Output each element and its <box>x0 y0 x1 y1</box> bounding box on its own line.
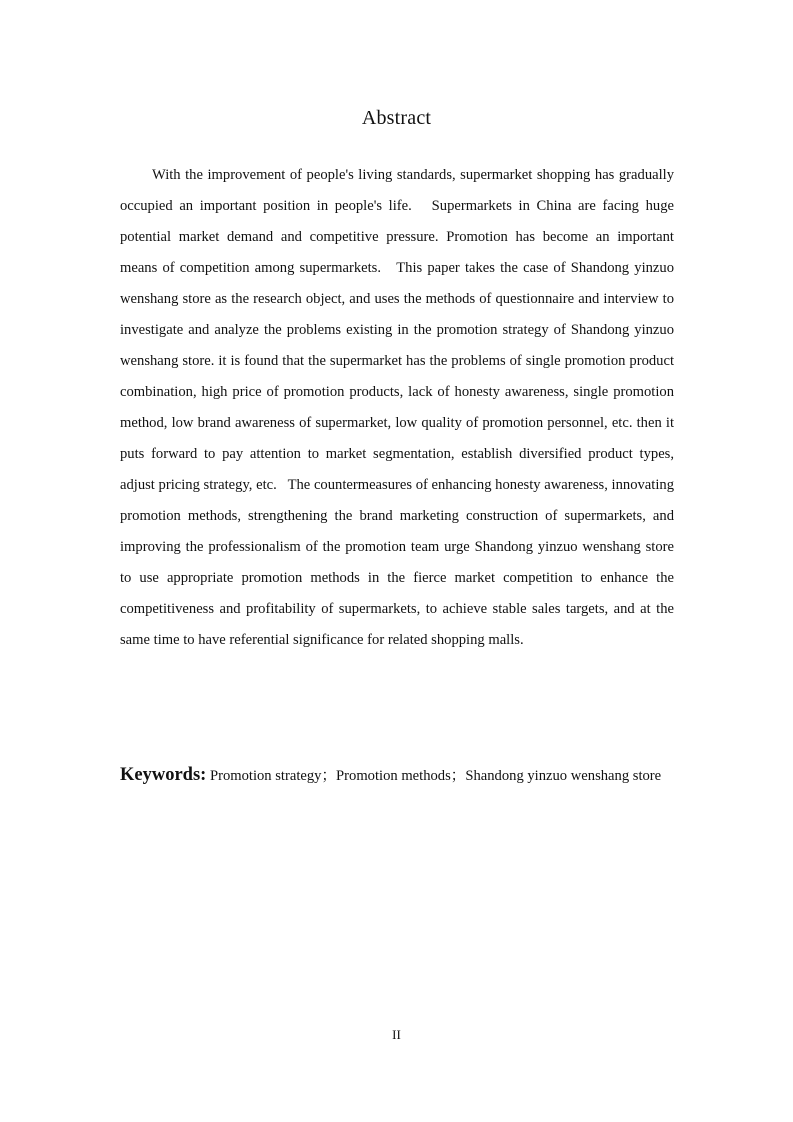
abstract-heading: Abstract <box>361 107 432 129</box>
keywords-label: Keywords: <box>120 765 207 785</box>
keywords-text: Promotion strategy；Promotion methods；Shandong yinzuo wenshang store <box>206 768 662 784</box>
abstract-paragraph: With the improvement of people's living standards, supermarket shopping has gradually occupied an important position in people's life. Supermarkets in China are facing huge potential market demand and competitive pressure. Promotion has become an important means of competition among supermarkets. This paper takes the case of Shandong yinzuo wenshang store as the research object, and uses the methods of questionnaire and interview to investigate and analyze the problems existing in the promotion strategy of Shandong yinzuo wenshang store. it is found that the supermarket has the problems of single promotion product combination, high price of promotion products, lack of honesty awareness, single promotion method, low brand awareness of supermarket, low quality of promotion personnel, etc. then it puts forward to pay attention to market segmentation, establish diversified product types, adjust pricing strategy, etc. The countermeasures of enhancing honesty awareness, innovating promotion methods, strengthening the brand marketing construction of supermarkets, and improving the professionalism of the promotion team urge Shandong yinzuo wenshang store to use appropriate promotion methods in the fierce market competition to enhance the competitiveness and profitability of supermarkets, to achieve stable sales targets, and at the same time to have referential significance for related shopping malls. <box>120 167 678 648</box>
page-number: II <box>392 1027 401 1042</box>
keywords-line <box>120 757 674 794</box>
